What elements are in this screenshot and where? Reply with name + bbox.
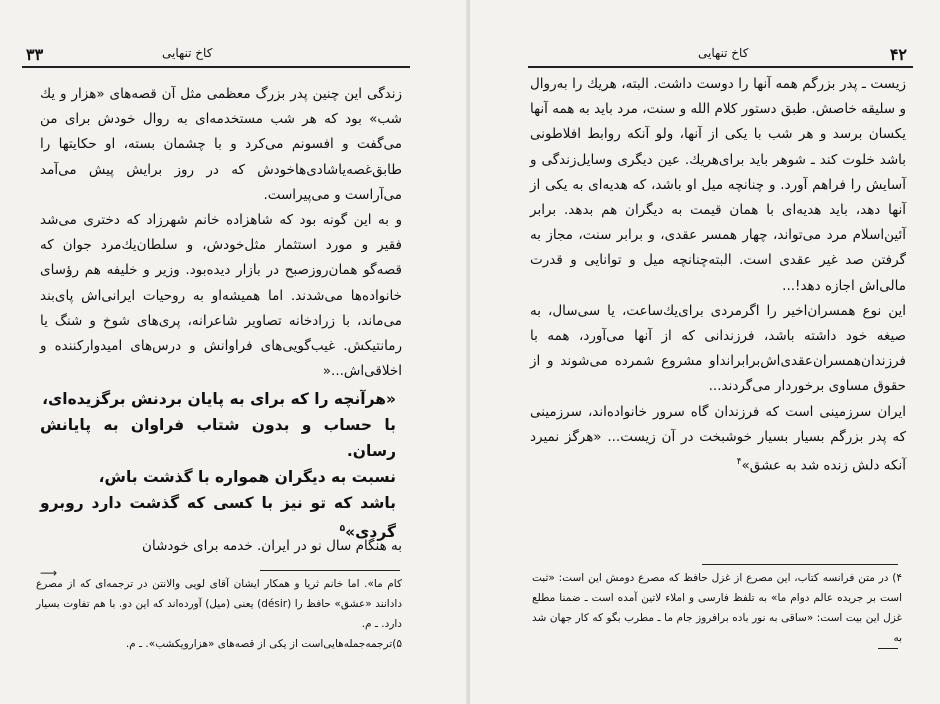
poem-line: نسبت به دیگران همواره با گذشت باش، xyxy=(98,468,396,487)
left-paragraph-2: و به این گونه بود که شاهزاده خانم شهرزاد که دختری می‌شد فقیر و مورد استثمار مثل‌خودش، و سلطان‌یك‌مرد جوان که قصه‌گو همان‌روزصبح در بازار دیده‌بود. وزیر و خلیفه هم رؤسای خانواده‌ها می‌شدند. اما همیشه‌او به روحیات ایرانی‌اش پای‌بند می‌ماند، با زرادخانه تصاویر شاعرانه، پری‌های شوخ و شنگ یا رمانتیکش. غیب‌گویی‌های فراوانش و درس‌های امیدوارکننده و اخلاقی‌اش...« xyxy=(40,212,402,380)
left-closing-line: به هنگام سال نو در ایران. خدمه برای خودشان xyxy=(142,538,402,554)
left-footnotes xyxy=(36,574,402,654)
footnote-rule xyxy=(260,570,400,571)
left-running-head: کاخ تنهایی xyxy=(162,46,213,60)
right-paragraph-3-wrap xyxy=(530,400,906,479)
footnote-5: ۵)ترجمه‌جمله‌هایی‌است از یکی از قصه‌های «هزارویکشب». ـ م. xyxy=(125,638,402,650)
right-running-head: کاخ تنهایی xyxy=(698,46,749,60)
footnote-marker: ۴ xyxy=(736,457,742,468)
continuation-arrow-icon: ⟶ xyxy=(40,566,58,580)
footnote-4: ۴) در متن فرانسه کتاب، این مصرع از غزل حافظ که مصرع دومش این است: «ثبت است بر جریده عالم دوام ما» به تلفظ فارسی و املاء لاتین آمده است ـ ضمنا مطلع غزل این بیت است: «ساقی به نور باده برافروز جام ما ـ مطرب بگو که کار جهان شد به xyxy=(532,572,902,644)
right-footnotes xyxy=(532,568,902,649)
right-page-number: ۴۲ xyxy=(889,45,907,64)
left-page-number: ۳۳ xyxy=(26,45,44,64)
right-page-header xyxy=(528,42,913,68)
left-page-header xyxy=(22,42,410,68)
left-paragraph-1: زندگی این چنین پدر بزرگ معظمی مثل آن قصه‌های «هزار و یك شب» بود که هر شب مستخدمه‌ای به روال خودش برای من می‌گفت و افسونم می‌کرد و با چشمان بسته، او حکایتها را طابق‌غصه‌یاشادی‌هاخودش که در روز برایش پیش می‌آمد می‌آراست و می‌پیراست. xyxy=(40,86,402,203)
right-paragraph-2: این نوع همسران‌اخیر را اگرمردی برای‌یك‌ساعت، یا سی‌سال، به صیغه خود داشته باشد، فرزندانی که از آنها می‌آورد، همه با فرزندان‌همسران‌عقدی‌اش‌برابرانداو مشروع شمرده می‌شوند و از حقوق مساوی برخوردار می‌گردند... xyxy=(530,302,906,395)
footnote-rule xyxy=(702,564,898,565)
right-page xyxy=(470,0,940,704)
right-paragraph-1: زیست ـ پدر بزرگم همه آنها را دوست داشت. البته، هریك را به‌روال و سلیقه خاصش. طبق دستور کلام الله و سنت، مرد باید به همه آنها یکسان برسد و هر شب با یکی از آنها، ولو آنکه روابط افلاطونی باشد خلوت کند ـ شوهر باید برای‌هریك. عین دیگری وسایل‌زندگی و آسایش را فراهم آورد. و چنانچه میل او باشد، که هدیه‌ای به یکی از آنها دهد، باید هدیه‌ای با همان قیمت به دیگران هم بدهد. برابر آئین‌اسلام مرد می‌تواند، چهار همسر عقدی، و برابر سنت، مجاز به گرفتن صد غیر عقدی است. البته‌چنانچه میل و توانایی و قدرت مالی‌اش اجازه دهد!... xyxy=(530,76,906,294)
poem-line-text: باشد که تو نیز با کسی که گذشت دارد روبرو گردی» xyxy=(40,494,396,542)
footnote-continued: کام ما». اما خانم ثریا و همکار ایشان آقای لویی والانتن در ترجمه‌ای که از مصرع دادانند «عشق» حافظ را (désir) یعنی (میل) آورده‌اند که این دو. با هم تفاوت بسیار دارد. ـ م. xyxy=(36,578,402,630)
right-paragraph-3: ایران سرزمینی است که فرزندان گاه سرور خانواده‌اند، سرزمینی که پدر بزرگم بسیار بسیار خوشبخت در آن زیست... «هرگز نمیرد آنکه دلش زنده شد به عشق» xyxy=(530,403,906,474)
footnote-marker: ۵ xyxy=(339,524,346,535)
left-page-body xyxy=(40,82,402,546)
poem-line: «هرآنچه را که برای به پایان بردنش برگزیده‌ای، xyxy=(42,390,396,409)
poem-quote xyxy=(40,386,402,545)
right-page-body xyxy=(530,72,906,479)
continuation-dash xyxy=(878,648,898,649)
poem-line: با حساب و بدون شتاب فراوان به پایانش رسان. xyxy=(40,416,396,461)
